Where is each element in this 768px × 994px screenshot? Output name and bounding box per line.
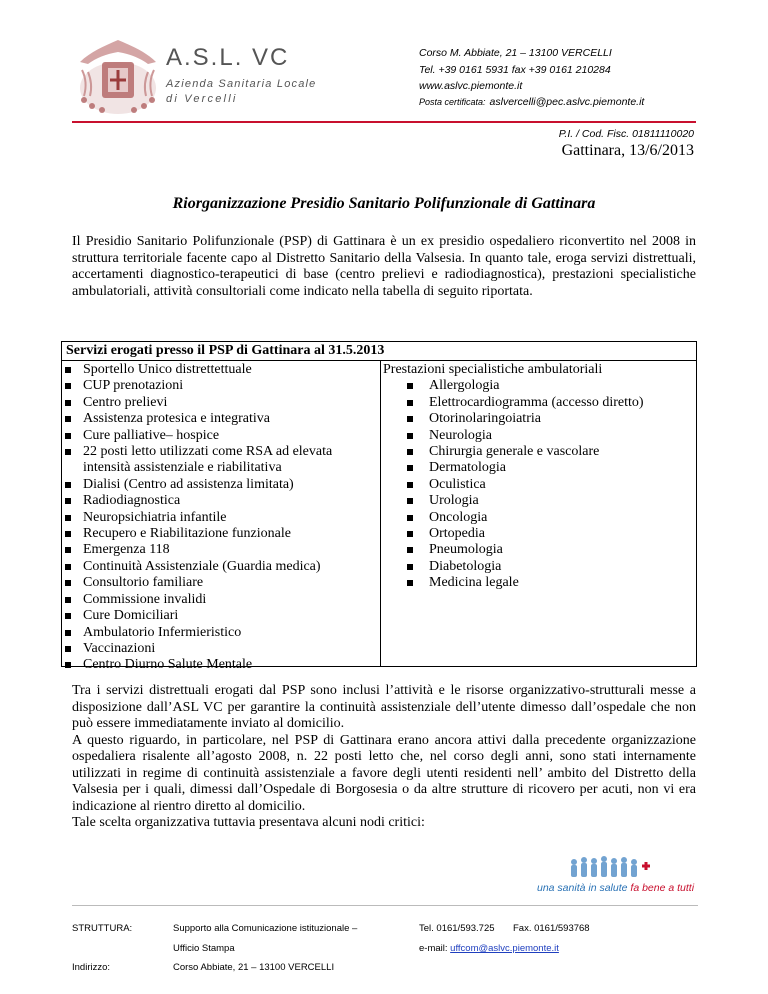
- list-item: [381, 493, 697, 509]
- square-bullet-icon: [65, 547, 71, 553]
- square-bullet-icon: [407, 515, 413, 521]
- list-item-text: Dialisi (Centro ad assistenza limitata): [83, 476, 294, 492]
- list-item-text: Dermatologia: [429, 460, 506, 476]
- square-bullet-icon: [407, 564, 413, 570]
- list-item: [62, 378, 380, 394]
- footer-tel: Tel. 0161/593.725: [419, 923, 495, 934]
- list-item-text: Centro prelievi: [83, 394, 168, 410]
- list-item: [381, 460, 697, 476]
- list-item: [62, 477, 380, 493]
- list-item-text: Radiodiagnostica: [83, 493, 181, 509]
- list-item: [62, 657, 380, 673]
- intro-paragraph: Il Presidio Sanitario Polifunzionale (PSP) di Gattinara è un ex presidio ospedaliero riconvertito nel 2008 in struttura territoriale facente capo al Distretto Sanitario della Valsesia. In quanto tale, eroga servizi distrettuali, accertamenti diagnostico-terapeutici di base (centro prelievi e radiodiagnostica), prestazioni specialistiche ambulatoriali, attività consultoriali come indicato nella tabella di seguito riportata.: [72, 234, 696, 299]
- square-bullet-icon: [65, 662, 71, 668]
- list-item-text: Commissione invalidi: [83, 591, 207, 607]
- list-item: [62, 625, 380, 641]
- list-item-text: Pneumologia: [429, 542, 503, 558]
- footer-struttura-value-2: Ufficio Stampa: [173, 943, 235, 954]
- slogan-accent: fa bene a tutti: [630, 882, 695, 894]
- list-item: [62, 444, 380, 477]
- list-item: [381, 428, 697, 444]
- list-item: [62, 592, 380, 608]
- asl-logo-emblem: [72, 36, 164, 120]
- list-item: [381, 575, 697, 591]
- list-item-text: Recupero e Riabilitazione funzionale: [83, 526, 291, 542]
- header-phone: Tel. +39 0161 5931 fax +39 0161 210284: [419, 64, 611, 76]
- list-item-text: Allergologia: [429, 378, 500, 394]
- list-item-text: Oculistica: [429, 476, 486, 492]
- district-services-column: [62, 362, 380, 674]
- paragraph-critical-issues: Tale scelta organizzativa tuttavia presentava alcuni nodi critici:: [72, 815, 425, 830]
- list-item-text: Sportello Unico distrettettuale: [83, 362, 252, 377]
- footer-indirizzo-value: Corso Abbiate, 21 – 13100 VERCELLI: [173, 962, 335, 973]
- slogan-text: [537, 882, 694, 894]
- specialist-services-title: Prestazioni specialistiche ambulatoriali: [383, 362, 603, 377]
- header-divider: [72, 121, 696, 123]
- specialist-services-column: [381, 362, 697, 592]
- list-item-text: Chirurgia generale e vascolare: [429, 444, 600, 460]
- list-item-text: Medicina legale: [429, 575, 519, 591]
- list-item: [62, 395, 380, 411]
- square-bullet-icon: [65, 580, 71, 586]
- footer-struttura-value: Supporto alla Comunicazione istituzionale –: [173, 923, 358, 934]
- paragraph-continuity: Tra i servizi distrettuali erogati dal PSP sono inclusi l’attività e le risorse organizzativo-strutturali messe a disposizione dall’ASL VC per garantire la continuità assistenziale dell’utente dimesso dall’ospedale che non può essere immediatamente inviato al domicilio.: [72, 683, 696, 731]
- footer-indirizzo-label: Indirizzo:: [72, 962, 111, 973]
- footer-struttura-label: STRUTTURA:: [72, 923, 133, 934]
- square-bullet-icon: [65, 367, 71, 373]
- list-item-text: Ortopedia: [429, 526, 485, 542]
- asl-logo-subtitle: Azienda Sanitaria Locale: [166, 78, 317, 90]
- asl-logo-title: A.S.L. VC: [166, 44, 290, 71]
- list-item-text: CUP prenotazioni: [83, 378, 184, 394]
- square-bullet-icon: [65, 449, 71, 455]
- square-bullet-icon: [65, 433, 71, 439]
- square-bullet-icon: [407, 449, 413, 455]
- table-header-divider: [62, 360, 696, 361]
- asl-logo-subtitle-2: di Vercelli: [166, 93, 238, 105]
- list-item-text: Emergenza 118: [83, 542, 170, 558]
- list-item-text: 22 posti letto utilizzati come RSA ad elevata intensità assistenziale e riabilitativa: [83, 444, 333, 476]
- square-bullet-icon: [65, 515, 71, 521]
- footer-divider: [72, 905, 698, 906]
- list-item: [62, 362, 380, 378]
- square-bullet-icon: [65, 564, 71, 570]
- list-item-text: Continuità Assistenziale (Guardia medica): [83, 558, 321, 574]
- square-bullet-icon: [65, 646, 71, 652]
- list-item: [62, 641, 380, 657]
- list-item-text: Neuropsichiatria infantile: [83, 509, 227, 525]
- district-services-list: [62, 362, 380, 674]
- square-bullet-icon: [65, 416, 71, 422]
- header-address: Corso M. Abbiate, 21 – 13100 VERCELLI: [419, 47, 612, 59]
- square-bullet-icon: [65, 630, 71, 636]
- list-item: [381, 411, 697, 427]
- square-bullet-icon: [65, 613, 71, 619]
- square-bullet-icon: [407, 580, 413, 586]
- list-item: [381, 542, 697, 558]
- fiscal-code: P.I. / Cod. Fisc. 01811110020: [558, 128, 694, 140]
- list-item: [62, 542, 380, 558]
- paragraph-beds: A questo riguardo, in particolare, nel PSP di Gattinara erano ancora attivi dalla precedente organizzazione ospedaliera risalente all’agosto 2008, n. 22 posti letto che, nel corso degli anni, sono stati internamente utilizzati in regime di continuità assistenziale a favore degli utenti residenti nell’ ambito del Distretto della Valsesia per i quali, dimessi dall’Ospedale di Borgosesia o da altre strutture di ricovero per acuti, non vi era indicazione al rientro diretto al domicilio.: [72, 732, 696, 814]
- list-item-text: Assistenza protesica e integrativa: [83, 411, 270, 427]
- square-bullet-icon: [65, 531, 71, 537]
- list-item: [381, 444, 697, 460]
- body-text: [72, 683, 696, 832]
- list-item: [62, 608, 380, 624]
- list-item: [62, 526, 380, 542]
- list-item: [62, 428, 380, 444]
- square-bullet-icon: [407, 383, 413, 389]
- list-item-text: Cure Domiciliari: [83, 608, 179, 624]
- square-bullet-icon: [407, 498, 413, 504]
- services-table: [61, 341, 697, 673]
- square-bullet-icon: [407, 547, 413, 553]
- square-bullet-icon: [65, 597, 71, 603]
- list-item: [62, 559, 380, 575]
- list-item: [62, 493, 380, 509]
- list-item: [381, 395, 697, 411]
- list-item-text: Oncologia: [429, 509, 488, 525]
- list-item: [62, 510, 380, 526]
- square-bullet-icon: [407, 531, 413, 537]
- square-bullet-icon: [65, 400, 71, 406]
- square-bullet-icon: [65, 498, 71, 504]
- list-item: [62, 411, 380, 427]
- list-item-text: Vaccinazioni: [83, 640, 156, 656]
- header-website[interactable]: www.aslvc.piemonte.it: [419, 80, 523, 92]
- square-bullet-icon: [407, 465, 413, 471]
- square-bullet-icon: [407, 482, 413, 488]
- footer-fax: Fax. 0161/593768: [513, 923, 590, 934]
- square-bullet-icon: [65, 383, 71, 389]
- place-date: Gattinara, 13/6/2013: [561, 142, 694, 159]
- list-item: [381, 378, 697, 394]
- services-table-header: Servizi erogati presso il PSP di Gattinara al 31.5.2013: [66, 343, 385, 358]
- footer-email: [419, 943, 559, 954]
- square-bullet-icon: [65, 482, 71, 488]
- list-item: [381, 559, 697, 575]
- list-item-text: Cure palliative– hospice: [83, 427, 220, 443]
- pec-label: Posta certificata:: [419, 97, 486, 107]
- list-item: [62, 575, 380, 591]
- list-item-text: Otorinolaringoiatria: [429, 411, 541, 427]
- footer-email-label: e-mail:: [419, 943, 448, 954]
- list-item-text: Neurologia: [429, 427, 492, 443]
- pec-email[interactable]: aslvercelli@pec.aslvc.piemonte.it: [489, 96, 645, 108]
- square-bullet-icon: [407, 400, 413, 406]
- list-item-text: Diabetologia: [429, 558, 502, 574]
- list-item: [381, 526, 697, 542]
- list-item: [381, 477, 697, 493]
- list-item-text: Ambulatorio Infermieristico: [83, 624, 242, 640]
- list-item: [381, 510, 697, 526]
- list-item-text: Urologia: [429, 493, 479, 509]
- header-pec: [419, 96, 644, 108]
- list-item-text: Elettrocardiogramma (accesso diretto): [429, 394, 644, 410]
- list-item-text: Centro Diurno Salute Mentale: [83, 657, 253, 673]
- document-title: Riorganizzazione Presidio Sanitario Polifunzionale di Gattinara: [172, 195, 596, 212]
- square-bullet-icon: [407, 416, 413, 422]
- list-item-text: Consultorio familiare: [83, 575, 204, 591]
- specialist-services-list: [381, 378, 697, 591]
- square-bullet-icon: [407, 433, 413, 439]
- footer-email-link[interactable]: uffcom@aslvc.piemonte.it: [450, 943, 559, 954]
- slogan-main: una sanità in salute: [537, 882, 631, 894]
